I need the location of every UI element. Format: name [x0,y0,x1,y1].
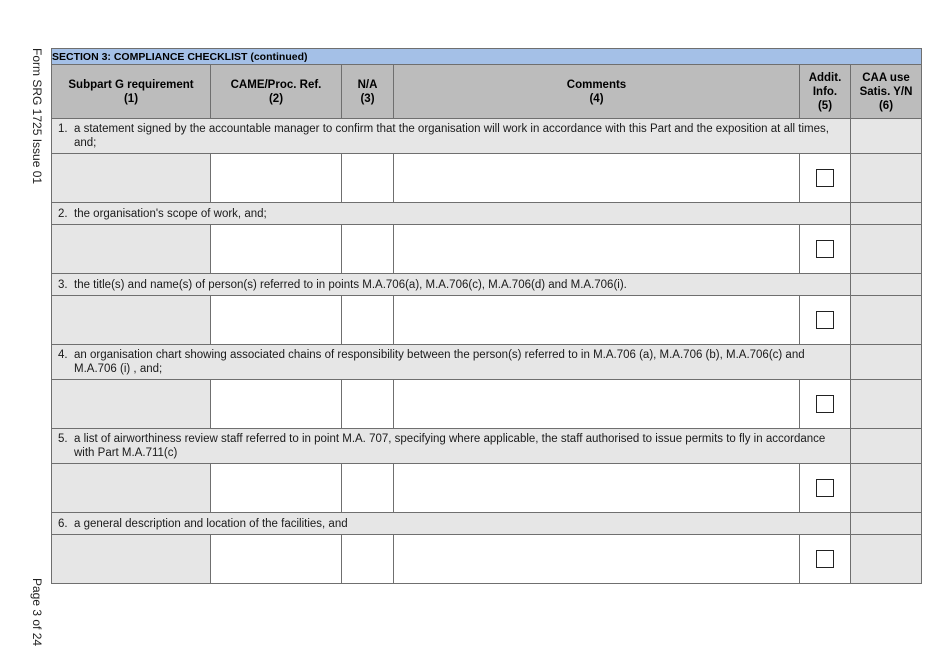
addit-info-cell [800,225,851,274]
requirement-text: 4. an organisation chart showing associated chains of responsibility between the person(s) referred to in M.A.706 (a), M.A.706 (b), M.A.706(c) and M.A.706 (i) , and; [52,345,851,380]
requirement-text: 6. a general description and location of the facilities, and [52,513,851,535]
addit-info-checkbox[interactable] [816,311,834,329]
came-ref-field[interactable] [211,464,342,513]
comments-field[interactable] [394,535,800,584]
col-header-requirement: Subpart G requirement (1) [52,65,211,119]
addit-info-checkbox[interactable] [816,550,834,568]
caa-satis-field [851,296,922,345]
na-field[interactable] [342,535,394,584]
addit-info-cell [800,296,851,345]
caa-satis-field [851,380,922,429]
requirement-row [52,429,922,464]
addit-info-checkbox[interactable] [816,240,834,258]
section-title: SECTION 3: COMPLIANCE CHECKLIST (continued) [52,49,922,65]
requirement-text: 2. the organisation's scope of work, and; [52,203,851,225]
addit-info-checkbox[interactable] [816,169,834,187]
na-field[interactable] [342,464,394,513]
came-ref-field[interactable] [211,535,342,584]
requirement-spacer [52,154,211,203]
na-field[interactable] [342,225,394,274]
caa-use-cell [851,429,922,464]
caa-satis-field [851,154,922,203]
requirement-text: 3. the title(s) and name(s) of person(s) referred to in points M.A.706(a), M.A.706(c), M.A.706(d) and M.A.706(i). [52,274,851,296]
requirement-spacer [52,380,211,429]
comments-field[interactable] [394,464,800,513]
caa-satis-field [851,464,922,513]
compliance-checklist-table [51,48,922,584]
na-field[interactable] [342,154,394,203]
requirement-row [52,274,922,296]
requirement-input-row [52,296,922,345]
requirement-spacer [52,296,211,345]
page-number: Page 3 of 24 [30,578,44,647]
addit-info-cell [800,380,851,429]
requirement-row [52,345,922,380]
requirement-text: 1. a statement signed by the accountable manager to confirm that the organisation will work in accordance with this Part and the exposition at all times, and; [52,119,851,154]
came-ref-field[interactable] [211,225,342,274]
requirement-spacer [52,464,211,513]
comments-field[interactable] [394,225,800,274]
col-header-na: N/A (3) [342,65,394,119]
addit-info-checkbox[interactable] [816,479,834,497]
came-ref-field[interactable] [211,380,342,429]
col-header-caa-use: CAA use Satis. Y/N (6) [851,65,922,119]
comments-field[interactable] [394,154,800,203]
caa-use-cell [851,513,922,535]
requirement-text: 5. a list of airworthiness review staff referred to in point M.A. 707, specifying where applicable, the staff authorised to issue permits to fly in accordance with Part M.A.711(c) [52,429,851,464]
addit-info-checkbox[interactable] [816,395,834,413]
requirement-input-row [52,225,922,274]
caa-use-cell [851,119,922,154]
caa-use-cell [851,203,922,225]
requirement-input-row [52,380,922,429]
caa-use-cell [851,274,922,296]
addit-info-cell [800,464,851,513]
addit-info-cell [800,535,851,584]
requirement-row [52,203,922,225]
requirement-spacer [52,535,211,584]
column-header-row [52,65,922,119]
na-field[interactable] [342,380,394,429]
addit-info-cell [800,154,851,203]
came-ref-field[interactable] [211,296,342,345]
comments-field[interactable] [394,296,800,345]
caa-satis-field [851,225,922,274]
requirement-spacer [52,225,211,274]
came-ref-field[interactable] [211,154,342,203]
comments-field[interactable] [394,380,800,429]
requirement-input-row [52,464,922,513]
col-header-came-ref: CAME/Proc. Ref. (2) [211,65,342,119]
requirement-row [52,119,922,154]
requirement-input-row [52,154,922,203]
na-field[interactable] [342,296,394,345]
requirement-row [52,513,922,535]
col-header-comments: Comments (4) [394,65,800,119]
caa-use-cell [851,345,922,380]
form-identifier: Form SRG 1725 Issue 01 [30,48,44,185]
requirement-input-row [52,535,922,584]
col-header-addit-info: Addit. Info. (5) [800,65,851,119]
caa-satis-field [851,535,922,584]
